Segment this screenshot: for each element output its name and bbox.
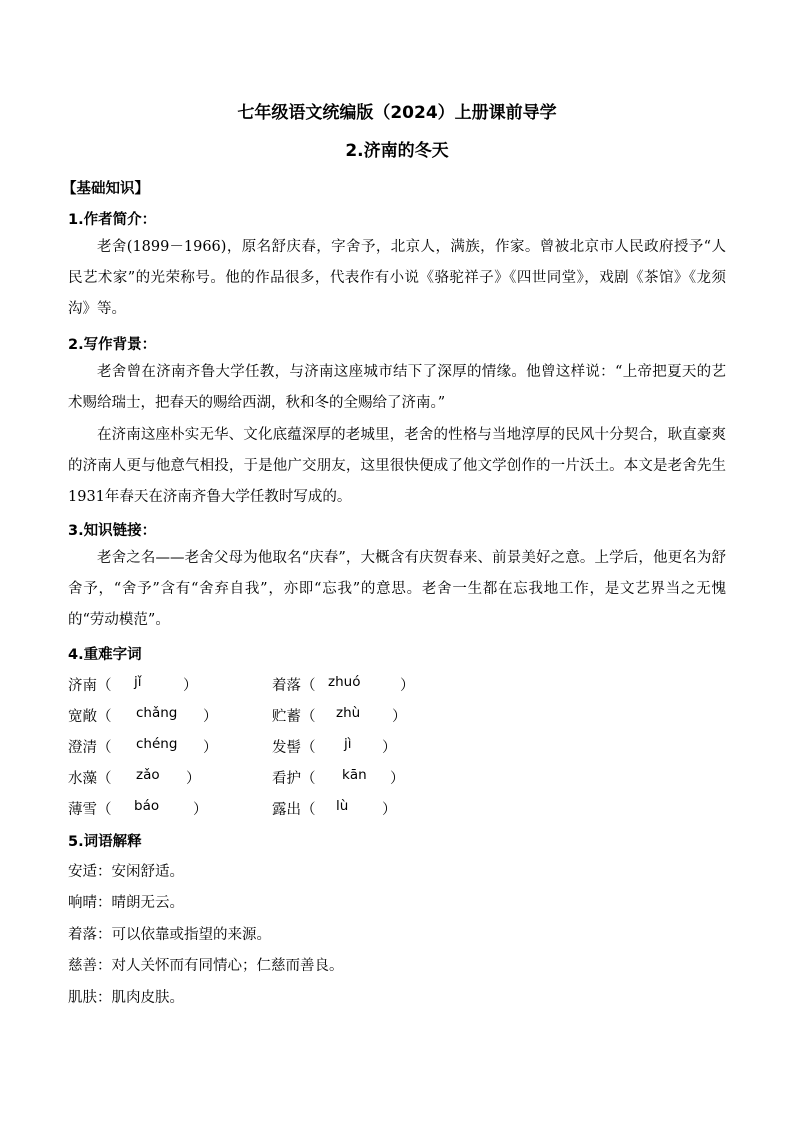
- pinyin: zǎo: [136, 767, 160, 783]
- knowledge-link-text: 老舍之名——老舍父母为他取名“庆春”，大概含有庆贺春来、前景美好之意。上学后，他更名为舒舍予，“舍予”含有“舍弃自我”，亦即“忘我”的意思。老舍一生都在忘我地工作，是文艺界当之无愧的“劳动模范”。: [68, 550, 726, 628]
- background-paragraph-2: 在济南这座朴实无华、文化底蕴深厚的老城里，老舍的性格与当地淳厚的民风十分契合，耿直豪爽的济南人更与他意气相投，于是他广交朋友，这里很快便成了他文学创作的一片沃土。本文是老舍先生1931年春天在济南齐鲁大学任教时写成的。: [68, 427, 726, 505]
- definition-item: 肌肤：肌肉皮肤。: [68, 990, 184, 1006]
- knowledge-link-heading: 3.知识链接：: [68, 523, 157, 539]
- vocabulary-row: [68, 798, 728, 822]
- definition-item: 安适：安闲舒适。: [68, 864, 184, 880]
- pinyin: zhù: [336, 705, 361, 721]
- vocabulary-item: 贮蓄（ zhù ）: [272, 705, 407, 725]
- vocabulary-item: 水藻（ zǎo ）: [68, 767, 201, 787]
- vocabulary-item: 薄雪（ báo ）: [68, 798, 208, 818]
- pinyin: zhuó: [328, 674, 361, 690]
- author-intro-text: 老舍(1899－1966)，原名舒庆春，字舍予，北京人，满族，作家。曾被北京市人民政府授予“人民艺术家”的光荣称号。他的作品很多，代表作有小说《骆驼祥子》《四世同堂》，戏剧《茶馆》《龙须沟》等。: [68, 239, 726, 317]
- definition-item: 慈善：对人关怀而有同情心；仁慈而善良。: [68, 958, 344, 974]
- vocabulary-row: [68, 736, 728, 760]
- document-title: 七年级语文统编版（2024）上册课前导学: [237, 103, 557, 123]
- lesson-title: 2.济南的冬天: [345, 141, 449, 161]
- word-explanation-heading: 5.词语解释: [68, 834, 142, 850]
- pinyin: chǎng: [136, 705, 178, 721]
- pinyin: chéng: [136, 736, 178, 752]
- section-header: 【基础知识】: [62, 181, 149, 197]
- pinyin: jì: [344, 736, 352, 752]
- vocabulary-item: 济南（ jǐ ）: [68, 674, 198, 694]
- pinyin: lù: [336, 798, 349, 814]
- vocabulary-row: [68, 674, 728, 698]
- vocabulary-item: 露出（ lù ）: [272, 798, 397, 818]
- pinyin: jǐ: [134, 674, 142, 690]
- definition-item: 着落：可以依靠或指望的来源。: [68, 927, 271, 943]
- author-intro-heading: 1.作者简介：: [68, 212, 157, 228]
- vocabulary-row: [68, 705, 728, 729]
- vocabulary-heading: 4.重难字词: [68, 647, 142, 663]
- definition-item: 响晴：晴朗无云。: [68, 895, 184, 911]
- pinyin: báo: [134, 798, 160, 814]
- background-heading: 2.写作背景：: [68, 337, 157, 353]
- vocabulary-item: 看护（ kān ）: [272, 767, 405, 787]
- vocabulary-item: 澄清（ chéng ）: [68, 736, 218, 756]
- vocabulary-item: 发髻（ jì ）: [272, 736, 397, 756]
- pinyin: kān: [342, 767, 367, 783]
- vocabulary-item: 宽敞（ chǎng ）: [68, 705, 218, 725]
- background-paragraph-1: 老舍曾在济南齐鲁大学任教，与济南这座城市结下了深厚的情缘。他曾这样说：“上帝把夏天的艺术赐给瑞士，把春天的赐给西湖，秋和冬的全赐给了济南。”: [68, 364, 726, 411]
- vocabulary-item: 着落（ zhuó ）: [272, 674, 415, 694]
- vocabulary-row: [68, 767, 728, 791]
